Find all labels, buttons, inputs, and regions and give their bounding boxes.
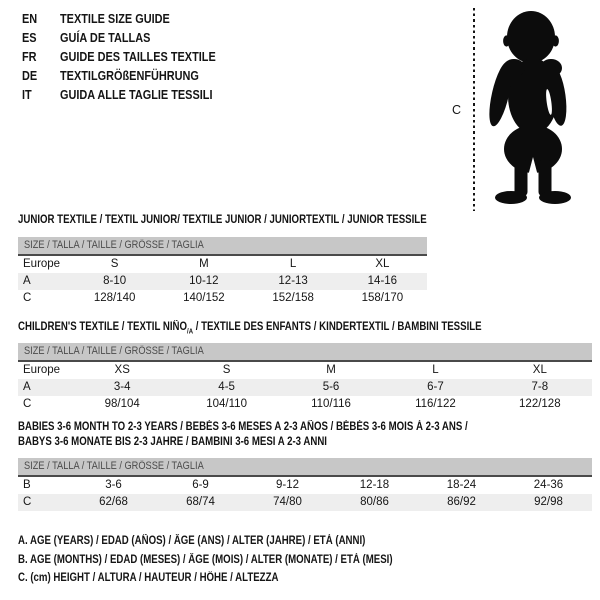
size-header-bar: SIZE / TALLA / TAILLE / GRÖSSE / TAGLIA <box>18 237 427 256</box>
size-header-bar: SIZE / TALLA / TAILLE / GRÖSSE / TAGLIA <box>18 343 592 362</box>
table-cell: M <box>199 258 209 270</box>
legend <box>18 532 464 588</box>
table-cell: 62/68 <box>99 496 128 508</box>
table-cell: 12-13 <box>278 275 308 287</box>
row-label: C <box>23 496 32 508</box>
table-cell: 4-5 <box>218 381 235 393</box>
junior-section-title: JUNIOR TEXTILE / TEXTIL JUNIOR/ TEXTILE JUNIOR / JUNIORTEXTIL / JUNIOR TESSILE <box>18 214 427 226</box>
language-code: ES <box>22 30 37 45</box>
language-code: DE <box>22 68 38 83</box>
table-cell: 110/116 <box>311 398 351 410</box>
table-cell: 6-9 <box>192 479 209 491</box>
row-label: B <box>23 479 31 491</box>
row-label: Europe <box>23 364 61 376</box>
table-row <box>18 362 592 379</box>
table-cell: 3-6 <box>105 479 122 491</box>
table-row <box>18 477 592 494</box>
table-cell: 7-8 <box>531 381 549 393</box>
table-cell: 3-4 <box>113 381 131 393</box>
table-cell: XS <box>114 364 130 376</box>
table-row <box>18 379 592 396</box>
row-label: C <box>23 292 32 304</box>
title-subscript: /A <box>187 327 194 336</box>
language-list <box>22 9 322 104</box>
table-cell: 122/128 <box>519 398 561 410</box>
language-title: GUIDE DES TAILLES TEXTILE <box>60 49 216 64</box>
language-title: TEXTILE SIZE GUIDE <box>60 11 170 26</box>
legend-line-a: A. AGE (YEARS) / EDAD (AÑOS) / ÂGE (ANS) / ALTER (JAHRE) / ETÀ (ANNI) <box>18 535 366 547</box>
table-cell: 86/92 <box>447 496 476 508</box>
table-cell: XL <box>532 364 547 376</box>
table-cell: 24-36 <box>533 479 564 491</box>
baby-silhouette <box>484 10 576 206</box>
table-cell: 68/74 <box>186 496 215 508</box>
table-cell: 104/110 <box>206 398 247 410</box>
legend-line-c: C. (cm) HEIGHT / ALTURA / HAUTEUR / HÖHE / ALTEZZA <box>18 572 279 584</box>
language-code: FR <box>22 49 37 64</box>
children-section-title: CHILDREN'S TEXTILE / TEXTIL $NIÑO_{/A}$ / TEXTILE DES ENFANTS / KINDERTEXTIL / BAMBINI TESSILE <box>18 321 482 336</box>
table-cell: 14-16 <box>367 275 398 287</box>
table-cell: 128/140 <box>93 292 136 304</box>
table-cell: 98/104 <box>104 398 140 410</box>
table-cell: L <box>289 258 297 270</box>
table-cell: 116/122 <box>415 398 456 410</box>
size-header-bar: SIZE / TALLA / TAILLE / GRÖSSE / TAGLIA <box>18 458 592 477</box>
language-code: IT <box>22 87 32 102</box>
table-cell: 140/152 <box>183 292 225 304</box>
table-cell: 74/80 <box>273 496 302 508</box>
language-row <box>22 47 322 66</box>
table-row <box>18 290 427 307</box>
junior-size-table <box>18 256 427 307</box>
language-row <box>22 28 322 47</box>
table-cell: 152/158 <box>272 292 314 304</box>
babies-section-title: BABIES 3-6 MONTH TO 2-3 YEARS / BEBÉS 3-6 MESES A 2-3 AÑOS / BÉBÉS 3-6 MOIS À 2-3 ANS / BABYS 3-6 MONATE BIS 2-3 JAHRE / BAMBINI 3-6 MESI A 2-3 ANNI <box>18 421 468 448</box>
table-row <box>18 396 592 413</box>
table-cell: 8-10 <box>103 275 127 287</box>
table-cell: 5-6 <box>322 381 340 393</box>
babies-size-table <box>18 477 592 511</box>
table-cell: XL <box>375 258 390 270</box>
language-row <box>22 85 322 104</box>
table-cell: S <box>222 364 231 376</box>
row-label: C <box>23 398 32 410</box>
language-code: EN <box>22 11 38 26</box>
table-cell: S <box>110 258 119 270</box>
table-cell: 10-12 <box>189 275 219 287</box>
language-row <box>22 66 322 85</box>
language-row <box>22 9 322 28</box>
language-title: GUIDA ALLE TAGLIE TESSILI <box>60 87 213 102</box>
row-label: Europe <box>23 258 61 270</box>
table-cell: M <box>326 364 336 376</box>
table-cell: 92/98 <box>534 496 563 508</box>
height-label-c: C <box>452 103 462 117</box>
table-cell: 6-7 <box>427 381 444 393</box>
legend-line-b: B. AGE (MONTHS) / EDAD (MESES) / ÂGE (MOIS) / ALTER (MONATE) / ETÀ (MESI) <box>18 553 393 566</box>
table-cell: 158/170 <box>361 292 404 304</box>
row-label: A <box>23 381 31 393</box>
language-title: GUÍA DE TALLAS <box>60 30 151 45</box>
row-label: A <box>23 275 31 287</box>
language-title: TEXTILGRÖßENFÜHRUNG <box>60 68 199 83</box>
table-cell: L <box>432 364 439 376</box>
table-cell: 80/86 <box>360 496 389 508</box>
table-cell: 9-12 <box>275 479 300 491</box>
table-row <box>18 494 592 511</box>
table-row <box>18 273 427 290</box>
children-size-table <box>18 362 592 413</box>
table-cell: 18-24 <box>446 479 477 491</box>
table-cell: 12-18 <box>359 479 390 491</box>
height-measure-line <box>473 8 475 211</box>
table-row <box>18 256 427 273</box>
